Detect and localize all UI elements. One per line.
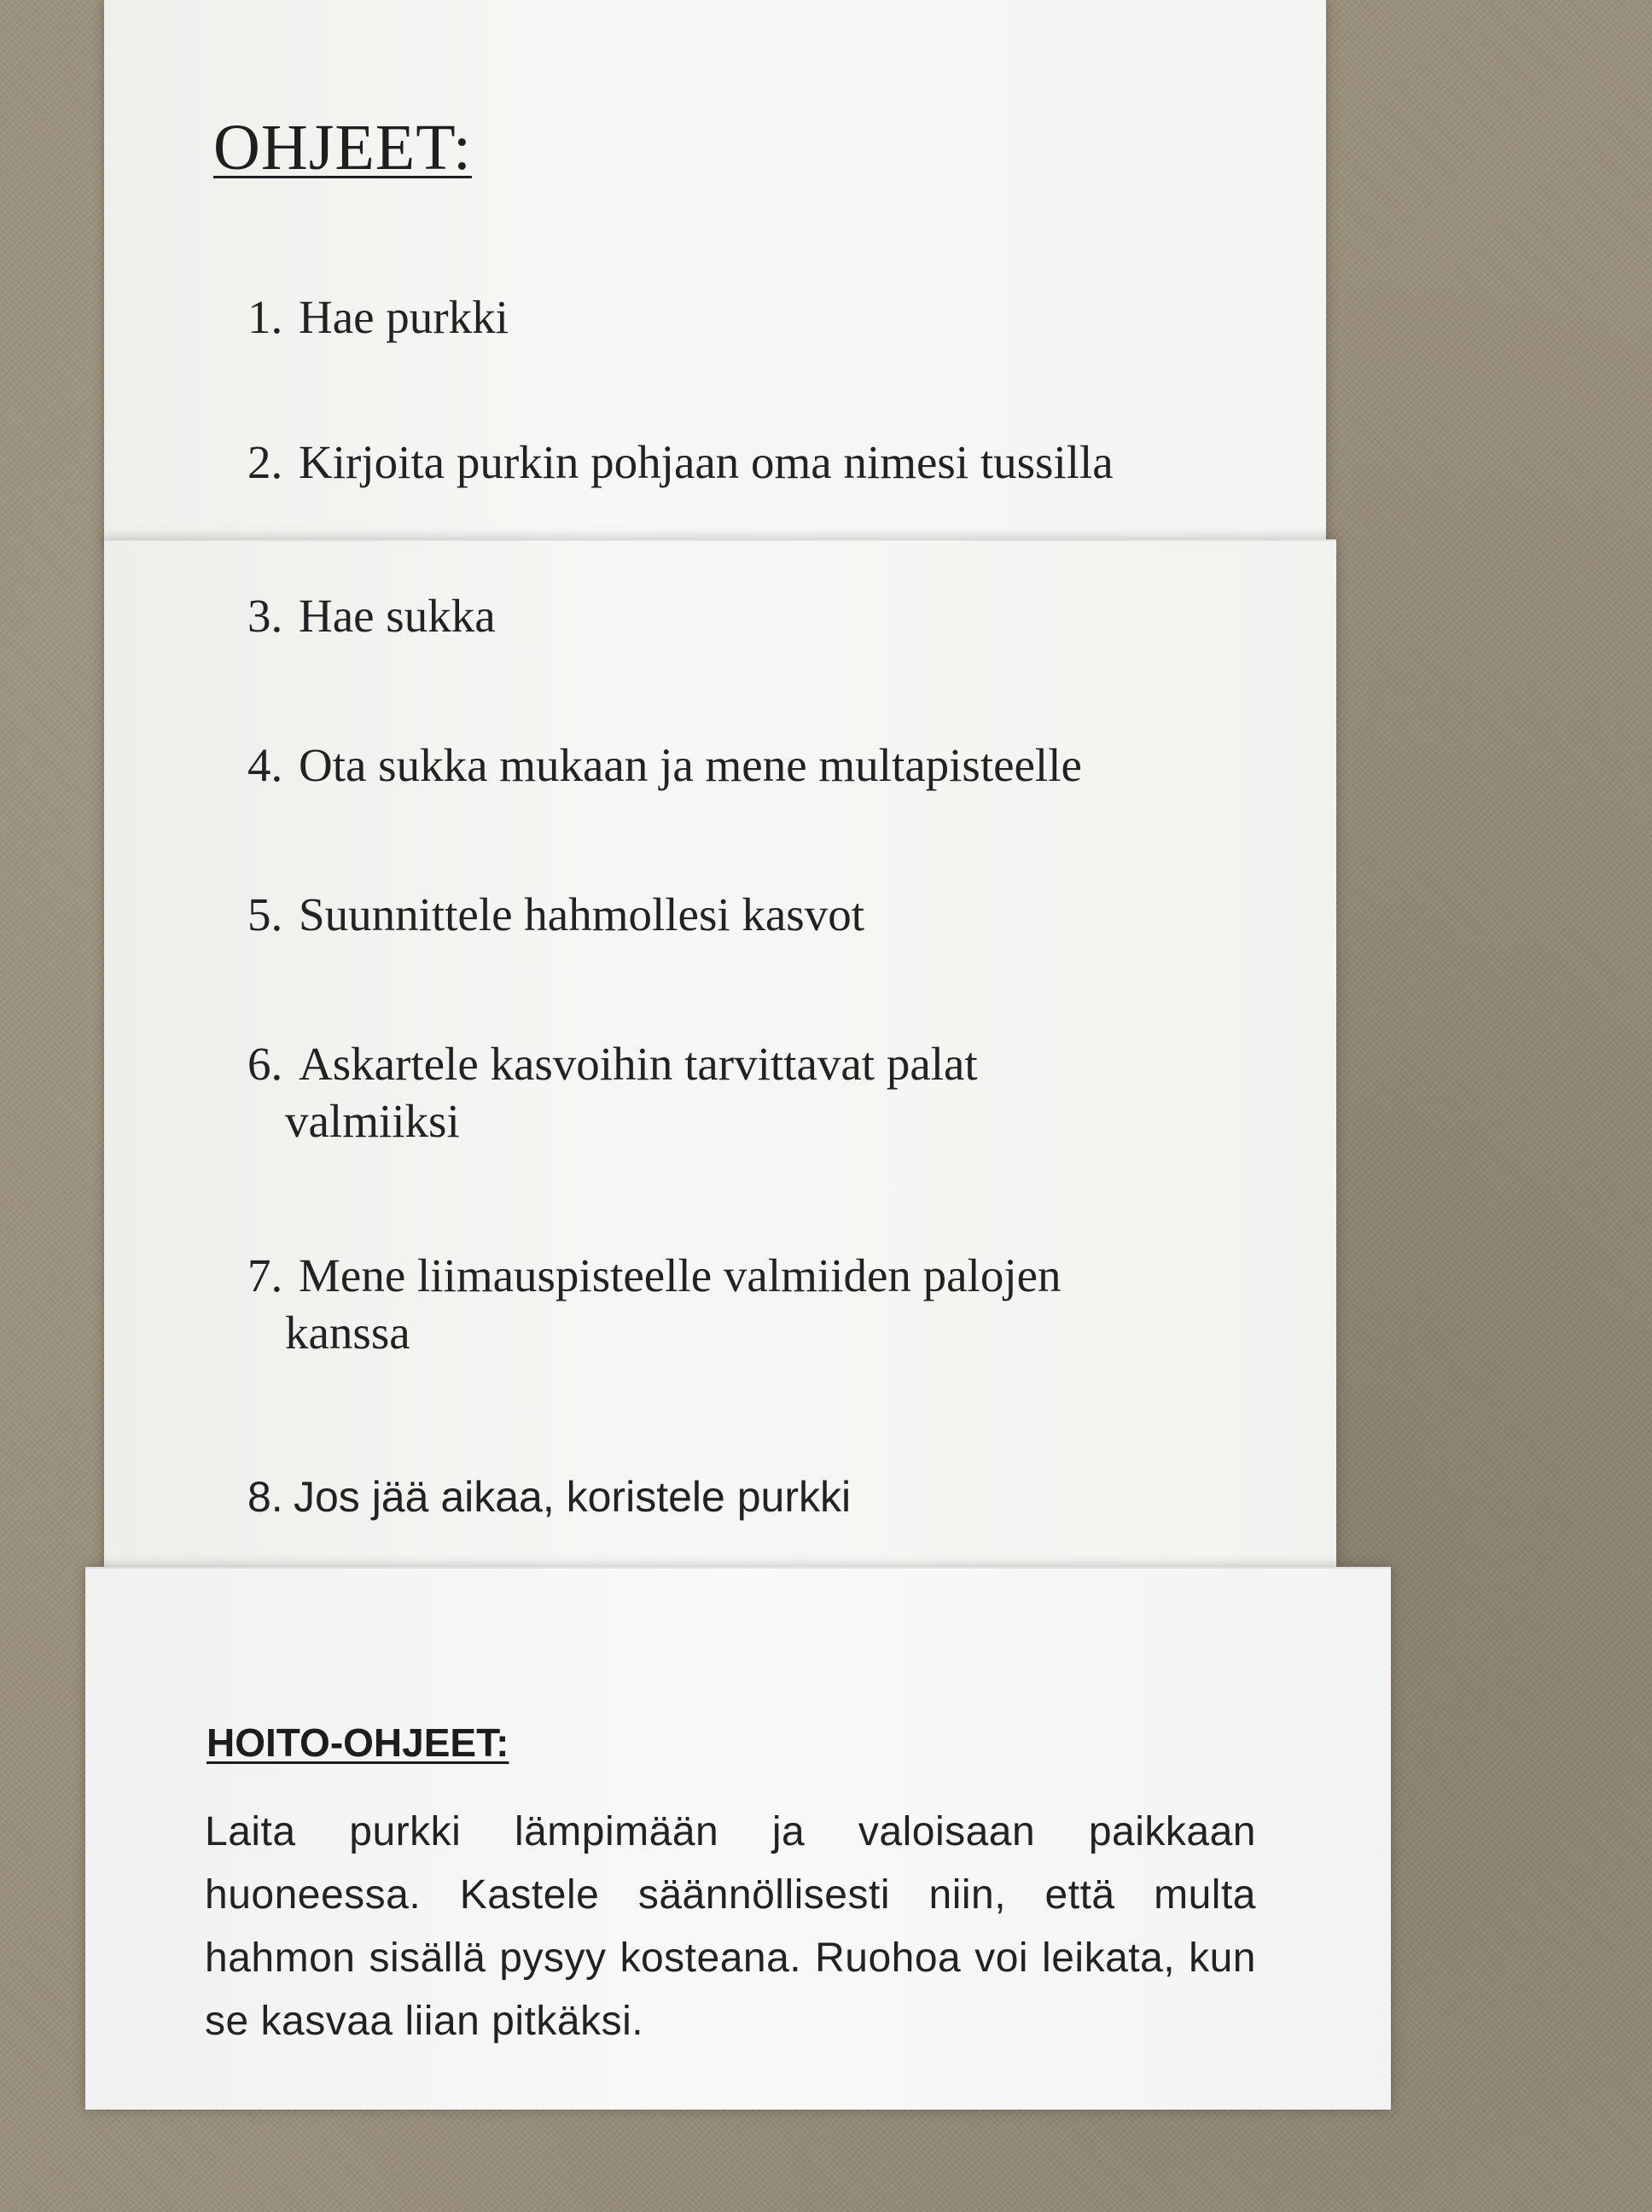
instruction-step	[247, 738, 1082, 792]
step-text: Askartele kasvoihin tarvittavat palat	[299, 1038, 978, 1090]
instruction-step	[247, 888, 864, 941]
step-number: 1.	[247, 291, 283, 343]
step-number: 7.	[247, 1249, 283, 1301]
care-instructions-heading: HOITO-OHJEET:	[206, 1720, 509, 1765]
instruction-step	[247, 435, 1114, 489]
step-number: 8.	[247, 1473, 283, 1521]
instruction-step	[247, 589, 496, 643]
step-text: Mene liimauspisteelle valmiiden palojen	[299, 1249, 1062, 1301]
step-number: 2.	[247, 436, 283, 488]
document-title: OHJEET:	[213, 112, 472, 183]
instruction-step	[247, 1249, 1062, 1359]
instruction-step	[247, 1037, 978, 1148]
step-number: 4.	[247, 739, 283, 791]
step-number: 6.	[247, 1038, 283, 1090]
step-text: Hae purkki	[299, 291, 509, 343]
care-instructions-text: Laita purkki lämpimään ja valoisaan paikkaan huoneessa. Kastele säännöllisesti niin, että multa hahmon sisällä pysyy kosteana. Ruohoa voi leikata, kun se kasvaa liian pitkäksi.	[205, 1809, 1256, 2044]
step-text: Ota sukka mukaan ja mene multapisteelle	[299, 739, 1082, 791]
step-text: Hae sukka	[299, 590, 496, 642]
step-text-continuation: valmiiksi	[285, 1095, 460, 1147]
instruction-step	[247, 1472, 851, 1522]
fold-line	[85, 1567, 1391, 1569]
step-text: Suunnittele hahmollesi kasvot	[299, 888, 864, 940]
fold-line	[104, 539, 1336, 541]
step-number: 3.	[247, 590, 283, 642]
step-number: 5.	[247, 888, 283, 940]
step-text-continuation: kanssa	[285, 1307, 410, 1359]
step-text: Kirjoita purkin pohjaan oma nimesi tussilla	[299, 436, 1114, 488]
instruction-step	[247, 290, 509, 344]
step-text: Jos jää aikaa, koristele purkki	[294, 1473, 852, 1521]
